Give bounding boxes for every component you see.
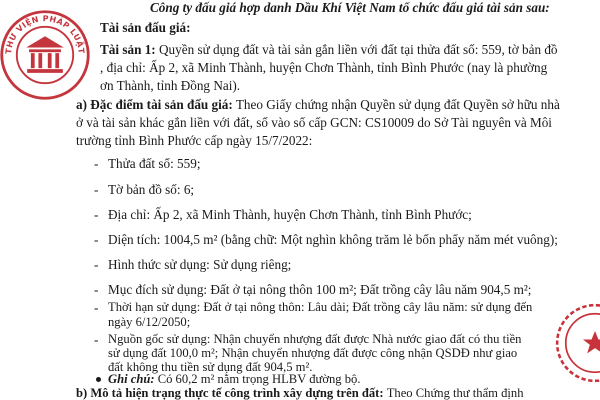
list-item-origin-2: sử dụng đất 100,0 m²; Nhận chuyển nhượng đất được công nhận QSDĐ như giao — [108, 346, 518, 360]
thu-vien-phap-luat-logo — [0, 8, 92, 102]
list-dash: - — [94, 257, 99, 272]
list-item-address: Địa chỉ: Ấp 2, xã Minh Thành, huyện Chơn Thành, tỉnh Bình Phước; — [108, 207, 472, 222]
document-header: Công ty đấu giá hợp danh Dầu Khí Việt Nam tổ chức đấu giá tài sản sau: — [150, 0, 550, 15]
asset-1-line-1 — [100, 42, 558, 58]
list-item-map-sheet: Tờ bản đồ số: 6; — [108, 182, 195, 197]
list-dash: - — [94, 156, 99, 171]
asset-1-line-2: , địa chỉ: Ấp 2, xã Minh Thành, huyện Chơn Thành, tỉnh Bình Phước (nay là phường — [100, 60, 548, 75]
list-item-parcel: Thửa đất số: 559; — [108, 156, 201, 171]
section-title-assets: Tài sản đấu giá: — [100, 20, 191, 35]
svg-text:THƯ VIỆN PHÁP LUẬT: THƯ VIỆN PHÁP LUẬT — [4, 14, 86, 55]
list-dash: - — [94, 232, 99, 247]
asset-1-line-3: ơn Thành, tỉnh Đồng Nai). — [100, 78, 241, 93]
note-label: Ghi chú: — [108, 372, 158, 386]
paragraph-b-line-1 — [76, 386, 524, 400]
paragraph-a-line-3: trường tỉnh Bình Phước cấp ngày 15/7/2022: — [76, 133, 313, 148]
paragraph-a-line-1 — [76, 97, 560, 113]
paragraph-a-line-2: ở và tài sản khác gắn liền với đất, số vào sổ cấp GCN: CS10009 do Sở Tài nguyên và Môi — [76, 115, 552, 130]
list-item-usage-form: Hình thức sử dụng: Sử dụng riêng; — [108, 257, 292, 272]
note-line — [108, 372, 360, 386]
list-item-area: Diện tích: 1004,5 m² (bằng chữ: Một nghìn không trăm lẻ bốn phẩy năm mét vuông); — [108, 232, 558, 247]
list-dash: - — [94, 207, 99, 222]
paragraph-a-text-1: Theo Giấy chứng nhận Quyền sử dụng đất Quyền sở hữu nhà — [235, 97, 560, 112]
asset-1-label: Tài sản 1: — [100, 42, 156, 57]
list-dash: - — [94, 332, 99, 347]
paragraph-b-label: b) Mô tả hiện trạng thực tế công trình xây dựng trên đất: — [76, 386, 387, 400]
list-item-origin-1: Nguồn gốc sử dụng: Nhận chuyển nhượng đất được Nhà nước giao đất có thu tiền — [108, 332, 522, 346]
list-item-usage-purpose: Mục đích sử dụng: Đất ở tại nông thôn 100 m²; Đất trồng cây lâu năm 904,5 m²; — [108, 282, 532, 297]
red-seal-stamp — [552, 300, 600, 386]
note-text: Có 60,2 m² nằm trọng HLBV đường bộ. — [157, 372, 361, 386]
list-item-usage-term-2: ngày 6/12/2050; — [108, 315, 191, 329]
asset-1-text-a: Quyền sử dụng đất và tài sản gắn liền với đất tại thửa đất số: 559, tờ bản đồ — [159, 42, 558, 57]
note-bullet — [96, 377, 101, 382]
list-dash: - — [94, 282, 99, 297]
list-item-usage-term-1: Thời hạn sử dụng: Đất ở tại nông thôn: Lâu dài; Đất trồng cây lâu năm: sử dụng đến — [108, 300, 533, 314]
paragraph-a-label: a) Đặc điểm tài sản đấu giá: — [76, 97, 233, 112]
list-dash: - — [94, 300, 99, 315]
paragraph-b-text-1: Theo Chứng thư thẩm định — [386, 386, 524, 400]
list-dash: - — [94, 182, 99, 197]
list-item-origin-3: đất không thu tiền sử dụng đất 904,5 m². — [108, 360, 313, 374]
